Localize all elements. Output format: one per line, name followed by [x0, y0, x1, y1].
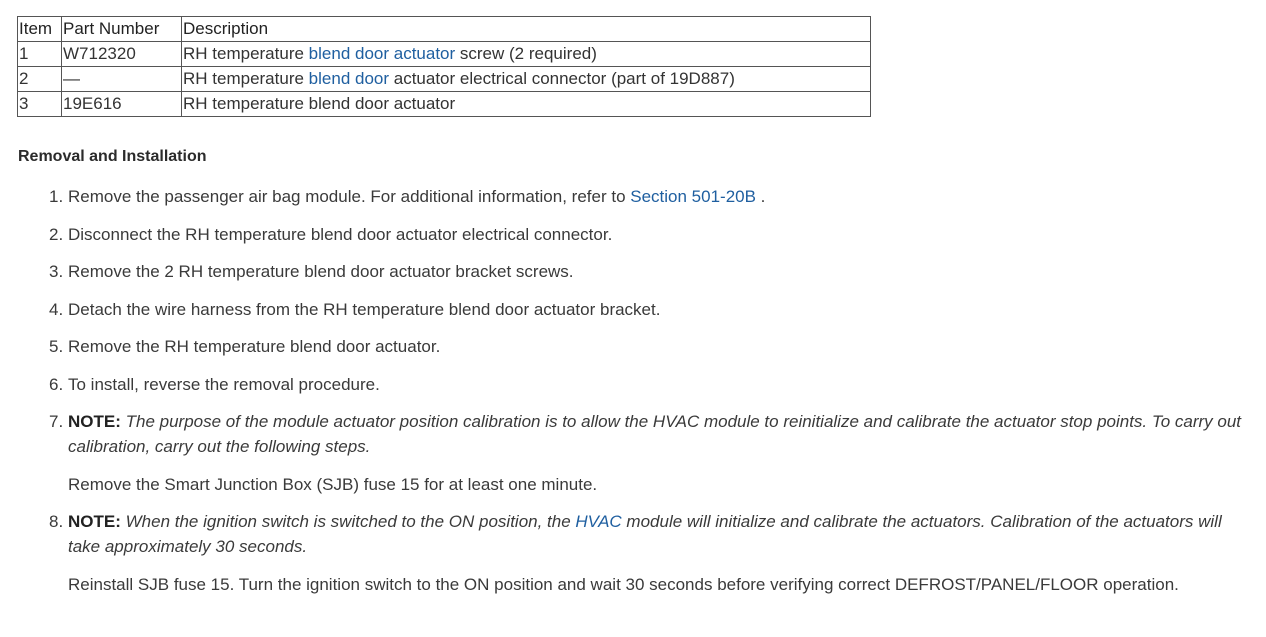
parts-table [17, 16, 871, 117]
step-substep: Remove the Smart Junction Box (SJB) fuse 15 for at least one minute. [68, 475, 598, 494]
table-row [18, 67, 871, 92]
note-text: The purpose of the module actuator position calibration is to allow the HVAC module to reinitialize and calibrate the actuator stop points. To carry out calibration, carry out the following steps. [68, 412, 1242, 456]
step-text: Remove the RH temperature blend door actuator. [68, 337, 441, 356]
step-text: To install, reverse the removal procedure. [68, 375, 380, 394]
cell-part-number: — [62, 67, 182, 92]
note-label: NOTE: [68, 512, 121, 531]
table-row [18, 42, 871, 67]
cell-part-number: 19E616 [62, 92, 182, 117]
desc-text: screw (2 required) [455, 44, 597, 63]
cell-item: 1 [18, 42, 62, 67]
note-text-part: module will initialize and calibrate the actuators. Calibration of the actuators will take approximately 30 seconds. [68, 512, 1222, 556]
table-row [18, 92, 871, 117]
blend-door-link[interactable]: blend door [308, 69, 390, 88]
table-header-row [18, 17, 871, 42]
step-number: 6. [49, 375, 64, 394]
step-number: 5. [49, 337, 64, 356]
step-number: 7. [49, 412, 64, 431]
section-title: Removal and Installation [18, 148, 207, 165]
note-block [68, 509, 1243, 559]
note-label: NOTE: [68, 412, 121, 431]
cell-description [182, 42, 871, 67]
step-number: 2. [49, 225, 64, 244]
cell-item: 2 [18, 67, 62, 92]
desc-text: actuator electrical connector (part of 19D887) [389, 69, 735, 88]
desc-text: RH temperature [183, 69, 309, 88]
hvac-link[interactable]: HVAC [575, 512, 622, 531]
step-text [68, 184, 1243, 209]
note-text [68, 512, 1222, 556]
step-number: 8. [49, 512, 64, 531]
header-description: Description [182, 17, 871, 42]
header-part-number: Part Number [62, 17, 182, 42]
cell-description: RH temperature blend door actuator [182, 92, 871, 117]
step-substep: Reinstall SJB fuse 15. Turn the ignition switch to the ON position and wait 30 seconds before verifying correct DEFROST/PANEL/FLOOR operation. [68, 575, 1179, 594]
step-text: Remove the 2 RH temperature blend door actuator bracket screws. [68, 262, 574, 281]
cell-description [182, 67, 871, 92]
blend-door-actuator-link[interactable]: blend door actuator [308, 44, 456, 63]
desc-text: RH temperature [183, 44, 309, 63]
step-text: Detach the wire harness from the RH temperature blend door actuator bracket. [68, 300, 661, 319]
cell-item: 3 [18, 92, 62, 117]
step-text: Disconnect the RH temperature blend door actuator electrical connector. [68, 225, 613, 244]
step-number: 1. [49, 187, 64, 206]
step-text-part: . [755, 187, 766, 206]
step-number: 4. [49, 300, 64, 319]
section-501-20b-link[interactable]: Section 501-20B [630, 187, 756, 206]
step-text-part: Remove the passenger air bag module. For additional information, refer to [68, 187, 631, 206]
note-block [68, 409, 1243, 459]
cell-part-number: W712320 [62, 42, 182, 67]
step-number: 3. [49, 262, 64, 281]
header-item: Item [18, 17, 62, 42]
note-text-part: When the ignition switch is switched to the ON position, the [125, 512, 576, 531]
